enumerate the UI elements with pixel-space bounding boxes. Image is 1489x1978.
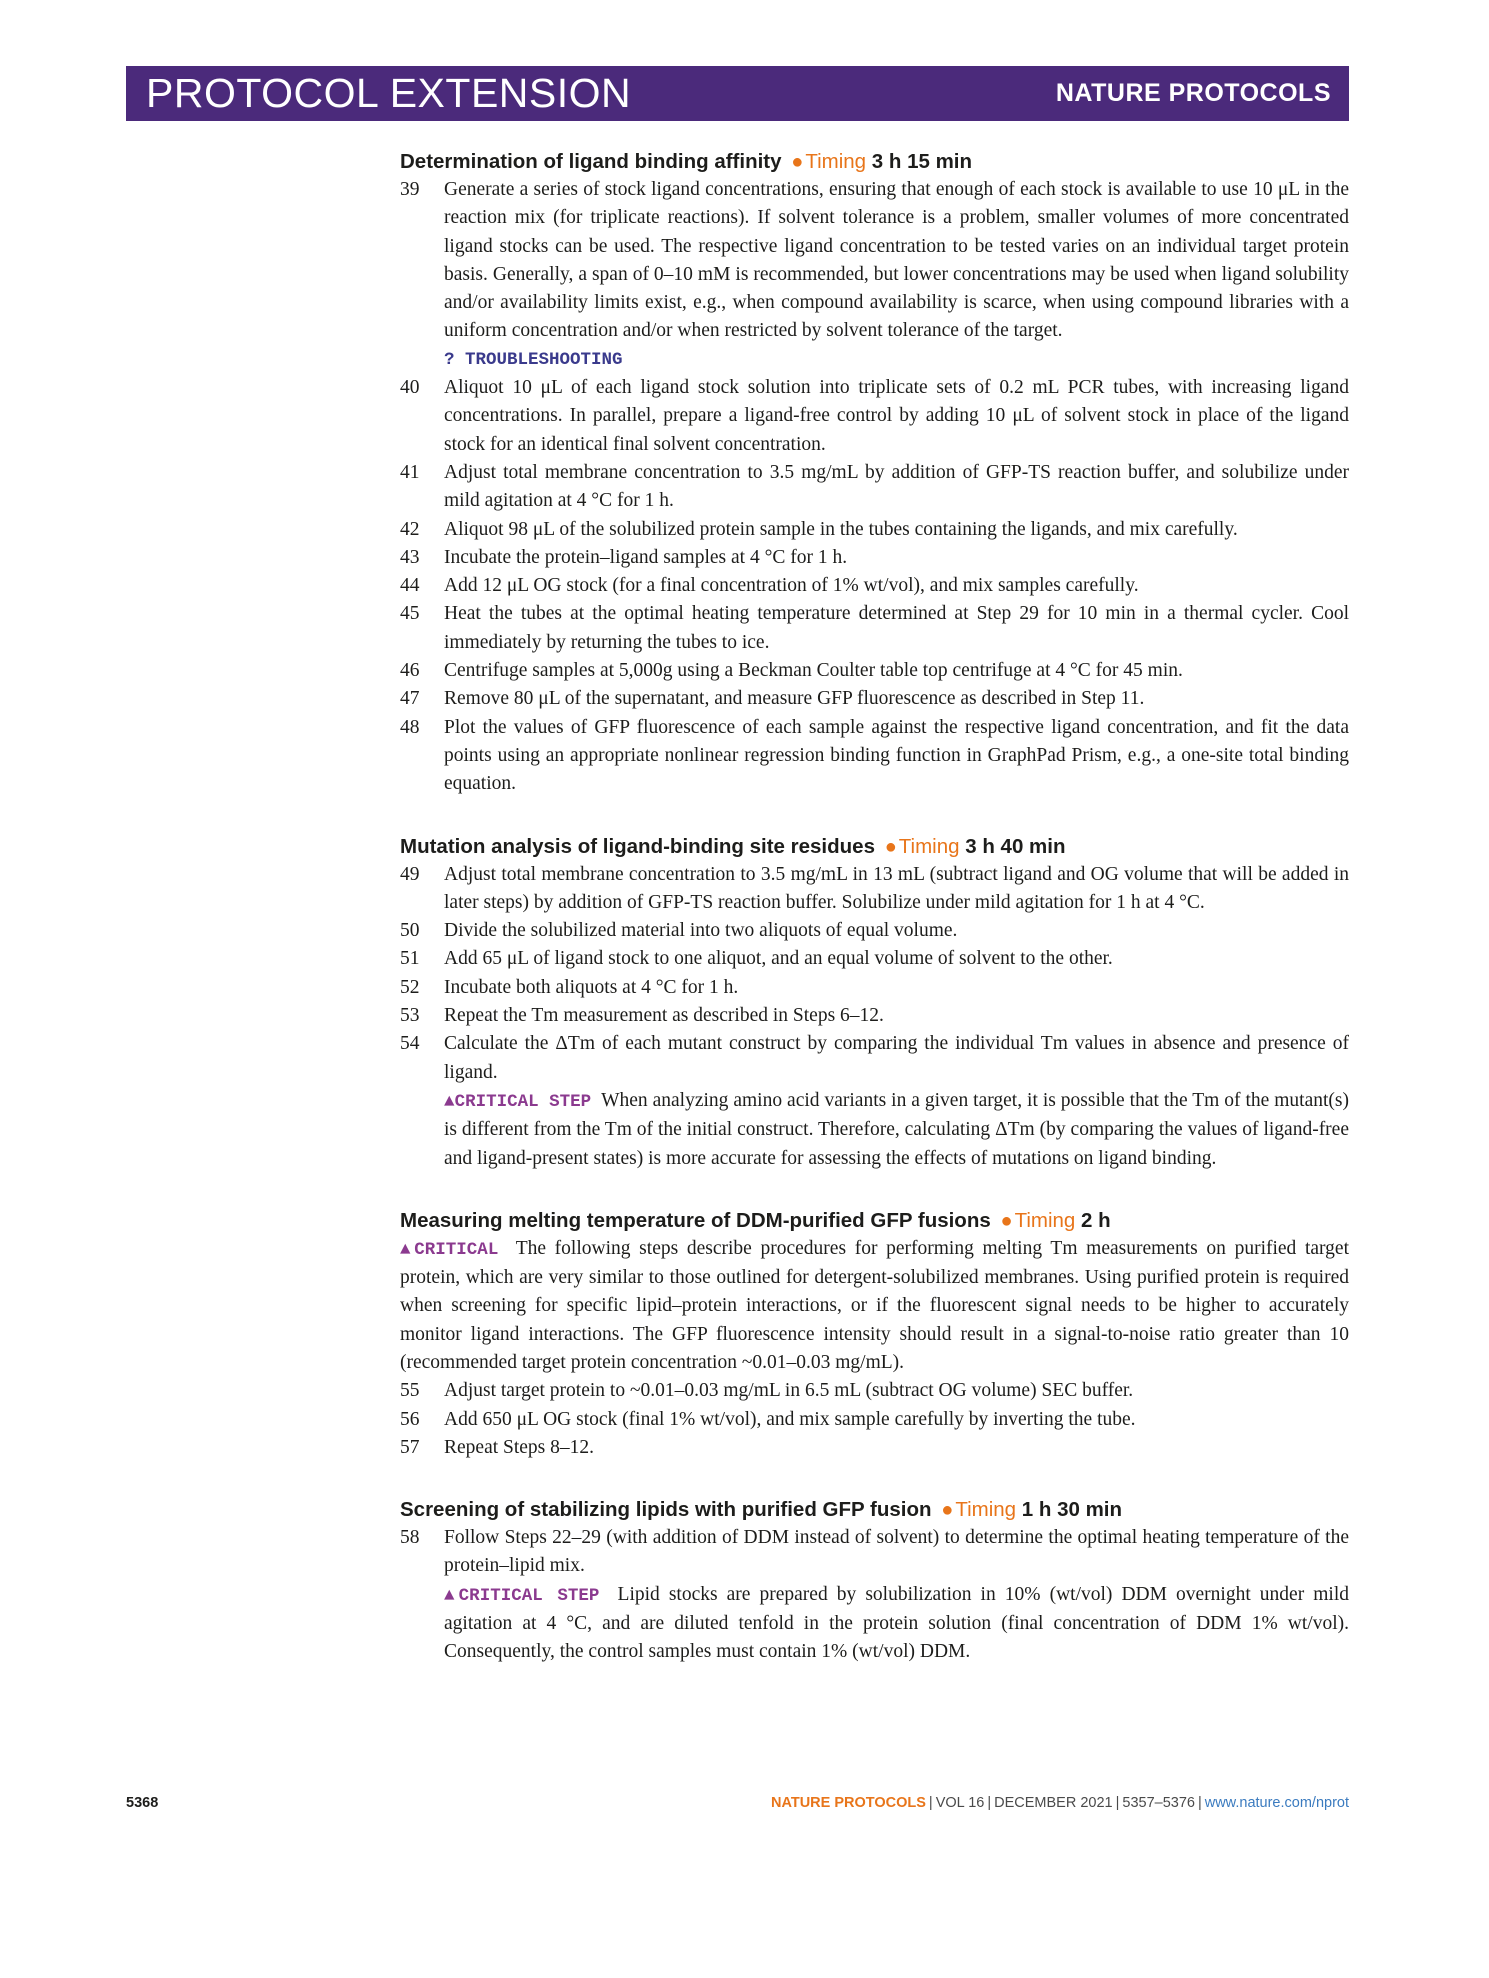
step bbox=[400, 572, 1349, 600]
step-text: Adjust total membrane concentration to 3.5 mg/mL in 13 mL (subtract ligand and OG volume that will be added in later steps) by addition of GFP-TS reaction buffer. Solubilize under mild agitation for 1 h at 4 °C. bbox=[444, 863, 1349, 913]
footer-volume: VOL 16 bbox=[935, 1795, 985, 1811]
step-text: Heat the tubes at the optimal heating temperature determined at Step 29 for 10 min in a thermal cycler. Cool immediately by returning the tubes to ice. bbox=[444, 603, 1349, 653]
step bbox=[400, 600, 1349, 657]
step-number: 44 bbox=[400, 575, 420, 597]
step bbox=[400, 1002, 1349, 1030]
step-text: Repeat Steps 8–12. bbox=[444, 1436, 595, 1458]
step-number: 52 bbox=[400, 976, 420, 998]
step-number: 45 bbox=[400, 603, 420, 625]
step bbox=[400, 685, 1349, 713]
step-number: 42 bbox=[400, 518, 420, 540]
footer-url-link[interactable]: www.nature.com/nprot bbox=[1204, 1795, 1349, 1811]
step bbox=[400, 374, 1349, 459]
step-number: 55 bbox=[400, 1380, 420, 1402]
step-text: Add 12 μL OG stock (for a final concentration of 1% wt/vol), and mix samples carefully. bbox=[444, 575, 1139, 597]
step bbox=[400, 974, 1349, 1002]
section-title: Screening of stabilizing lipids with purified GFP fusion bbox=[400, 1498, 932, 1522]
critical-step-text: Lipid stocks are prepared by solubilization in 10% (wt/vol) DDM overnight under mild agitation at 4 °C, and are diluted tenfold in the protein solution (final concentration of DDM 1% wt/vol). Consequently, the control samples must contain 1% (wt/vol) DDM. bbox=[444, 1583, 1350, 1663]
step-text: Centrifuge samples at 5,000g using a Beckman Coulter table top centrifuge at 4 °C for 45 min. bbox=[444, 660, 1183, 682]
step-text: Calculate the ΔTm of each mutant construct by comparing the individual Tm values in absence and presence of ligand. bbox=[444, 1033, 1349, 1083]
critical-intro bbox=[400, 1235, 1349, 1377]
page-footer bbox=[126, 1795, 1349, 1825]
timing-label: Timing bbox=[898, 834, 960, 858]
step-text: Follow Steps 22–29 (with addition of DDM instead of solvent) to determine the optimal heating temperature of the protein–lipid mix. bbox=[444, 1527, 1349, 1577]
step-number: 43 bbox=[400, 546, 420, 568]
section-ddm-purified-melting bbox=[400, 1207, 1349, 1462]
step bbox=[400, 861, 1349, 918]
step-text: Add 65 μL of ligand stock to one aliquot, and an equal volume of solvent to the other. bbox=[444, 948, 1113, 970]
timing-dot-icon: ● bbox=[941, 1499, 954, 1522]
step bbox=[400, 945, 1349, 973]
step bbox=[400, 516, 1349, 544]
timing-dot-icon: ● bbox=[884, 835, 897, 858]
step-number: 46 bbox=[400, 660, 420, 682]
banner-title: PROTOCOL EXTENSION bbox=[146, 70, 632, 116]
section-heading bbox=[400, 833, 1349, 861]
step-text: Plot the values of GFP fluorescence of each sample against the respective ligand concentration, and fit the data points using an appropriate nonlinear regression binding function in GraphPad Prism, e.g., a one-site total binding equation. bbox=[444, 716, 1349, 795]
section-mutation-analysis bbox=[400, 833, 1349, 1173]
header-banner bbox=[126, 66, 1349, 121]
critical-step-note bbox=[444, 1087, 1349, 1173]
timing-value: 2 h bbox=[1081, 1208, 1111, 1232]
section-stabilizing-lipids bbox=[400, 1496, 1349, 1666]
critical-step-text: When analyzing amino acid variants in a given target, it is possible that the Tm of the mutant(s) is different from the Tm of the initial construct. Therefore, calculating ΔTm (by comparing the values of ligand-free and ligand-present states) is more accurate for assessing the effects of mutations on ligand binding. bbox=[444, 1089, 1349, 1169]
timing-value: 3 h 15 min bbox=[871, 150, 973, 173]
step-number: 58 bbox=[400, 1527, 420, 1549]
step-text: Generate a series of stock ligand concentrations, ensuring that enough of each stock is available to use 10 μL in the reaction mix (for triplicate reactions). If solvent tolerance is a problem, smaller volumes of more concentrated ligand stocks can be used. The respective ligand concentration to be tested varies on an individual target protein basis. Generally, a span of 0–10 mM is recommended, but lower concentrations may be used when ligand solubility and/or availability limits exist, e.g., when compound availability is scarce, when using compound libraries with a uniform concentration and/or when restricted by solvent tolerance of the target. bbox=[444, 179, 1349, 342]
timing-label: Timing bbox=[955, 1498, 1017, 1522]
step-number: 57 bbox=[400, 1436, 420, 1458]
section-title: Determination of ligand binding affinity bbox=[400, 150, 782, 173]
timing-label: Timing bbox=[805, 150, 867, 173]
timing-dot-icon: ● bbox=[791, 151, 804, 173]
step bbox=[400, 1030, 1349, 1172]
step-text: Repeat the Tm measurement as described in Steps 6–12. bbox=[444, 1005, 884, 1027]
step-number: 51 bbox=[400, 948, 420, 970]
step-number: 39 bbox=[400, 179, 420, 200]
step bbox=[400, 1406, 1349, 1434]
journal-name: NATURE PROTOCOLS bbox=[1055, 79, 1331, 107]
section-heading bbox=[400, 1207, 1349, 1235]
step-text: Divide the solubilized material into two aliquots of equal volume. bbox=[444, 920, 958, 942]
timing-value: 1 h 30 min bbox=[1021, 1498, 1123, 1522]
footer-citation: NATURE PROTOCOLS | VOL 16 | DECEMBER 2021 | 5357–5376 | www.nature.com/nprot bbox=[770, 1795, 1349, 1811]
step-text: Incubate the protein–ligand samples at 4 °C for 1 h. bbox=[444, 546, 848, 568]
section-ligand-binding-affinity bbox=[400, 148, 1349, 799]
timing-dot-icon: ● bbox=[1000, 1209, 1013, 1232]
step bbox=[400, 1434, 1349, 1462]
step-number: 49 bbox=[400, 863, 420, 885]
critical-intro-text: The following steps describe procedures for performing melting Tm measurements on purified target protein, which are very similar to those outlined for detergent-solubilized membranes. Using purified protein is required when screening for specific lipid–protein interactions, or if the fluorescent signal needs to be higher to accurately monitor ligand interactions. The GFP fluorescence intensity should result in a signal-to-noise ratio greater than 10 (recommended target protein concentration ~0.01–0.03 mg/mL). bbox=[400, 1237, 1350, 1373]
step bbox=[400, 714, 1349, 799]
troubleshooting-link[interactable]: ? TROUBLESHOOTING bbox=[444, 349, 623, 370]
step-number: 41 bbox=[400, 461, 420, 483]
step bbox=[400, 1377, 1349, 1405]
critical-step-label: ▲CRITICAL STEP bbox=[444, 1585, 600, 1606]
step-number: 54 bbox=[400, 1033, 420, 1055]
step-text: Adjust total membrane concentration to 3.5 mg/mL by addition of GFP-TS reaction buffer, and solubilize under mild agitation at 4 °C for 1 h. bbox=[444, 461, 1349, 512]
critical-label: ▲CRITICAL bbox=[400, 1239, 499, 1260]
step-number: 53 bbox=[400, 1005, 420, 1027]
step-number: 50 bbox=[400, 920, 420, 942]
critical-step-label: ▲CRITICAL STEP bbox=[444, 1091, 592, 1112]
page-number: 5368 bbox=[126, 1795, 159, 1811]
step bbox=[400, 176, 1349, 374]
main-content bbox=[400, 148, 1349, 1667]
step bbox=[400, 459, 1349, 516]
step bbox=[400, 917, 1349, 945]
footer-journal: NATURE PROTOCOLS bbox=[770, 1795, 926, 1811]
section-title: Mutation analysis of ligand-binding site residues bbox=[400, 834, 875, 858]
step-number: 56 bbox=[400, 1408, 420, 1430]
section-title: Measuring melting temperature of DDM-purified GFP fusions bbox=[400, 1208, 991, 1232]
step-text: Aliquot 98 μL of the solubilized protein sample in the tubes containing the ligands, and mix carefully. bbox=[444, 518, 1238, 540]
step-text: Incubate both aliquots at 4 °C for 1 h. bbox=[444, 976, 739, 998]
footer-pages: 5357–5376 bbox=[1122, 1795, 1195, 1811]
step-number: 47 bbox=[400, 688, 420, 710]
footer-date: DECEMBER 2021 bbox=[994, 1795, 1113, 1811]
step-number: 40 bbox=[400, 377, 420, 399]
critical-step-note bbox=[444, 1581, 1349, 1667]
step bbox=[400, 544, 1349, 572]
step-text: Add 650 μL OG stock (final 1% wt/vol), and mix sample carefully by inverting the tube. bbox=[444, 1408, 1136, 1430]
step-text: Aliquot 10 μL of each ligand stock solution into triplicate sets of 0.2 mL PCR tubes, with increasing ligand concentrations. In parallel, prepare a ligand-free control by adding 10 μL of solvent stock in place of the ligand stock for an identical final solvent concentration. bbox=[444, 377, 1349, 455]
step bbox=[400, 1524, 1349, 1666]
timing-label: Timing bbox=[1014, 1208, 1076, 1232]
section-heading bbox=[400, 148, 1349, 176]
section-heading bbox=[400, 1496, 1349, 1524]
step-number: 48 bbox=[400, 716, 420, 738]
step-text: Adjust target protein to ~0.01–0.03 mg/mL in 6.5 mL (subtract OG volume) SEC buffer. bbox=[444, 1380, 1134, 1402]
step bbox=[400, 657, 1349, 685]
timing-value: 3 h 40 min bbox=[965, 834, 1066, 858]
step-text: Remove 80 μL of the supernatant, and measure GFP fluorescence as described in Step 11. bbox=[444, 688, 1145, 710]
